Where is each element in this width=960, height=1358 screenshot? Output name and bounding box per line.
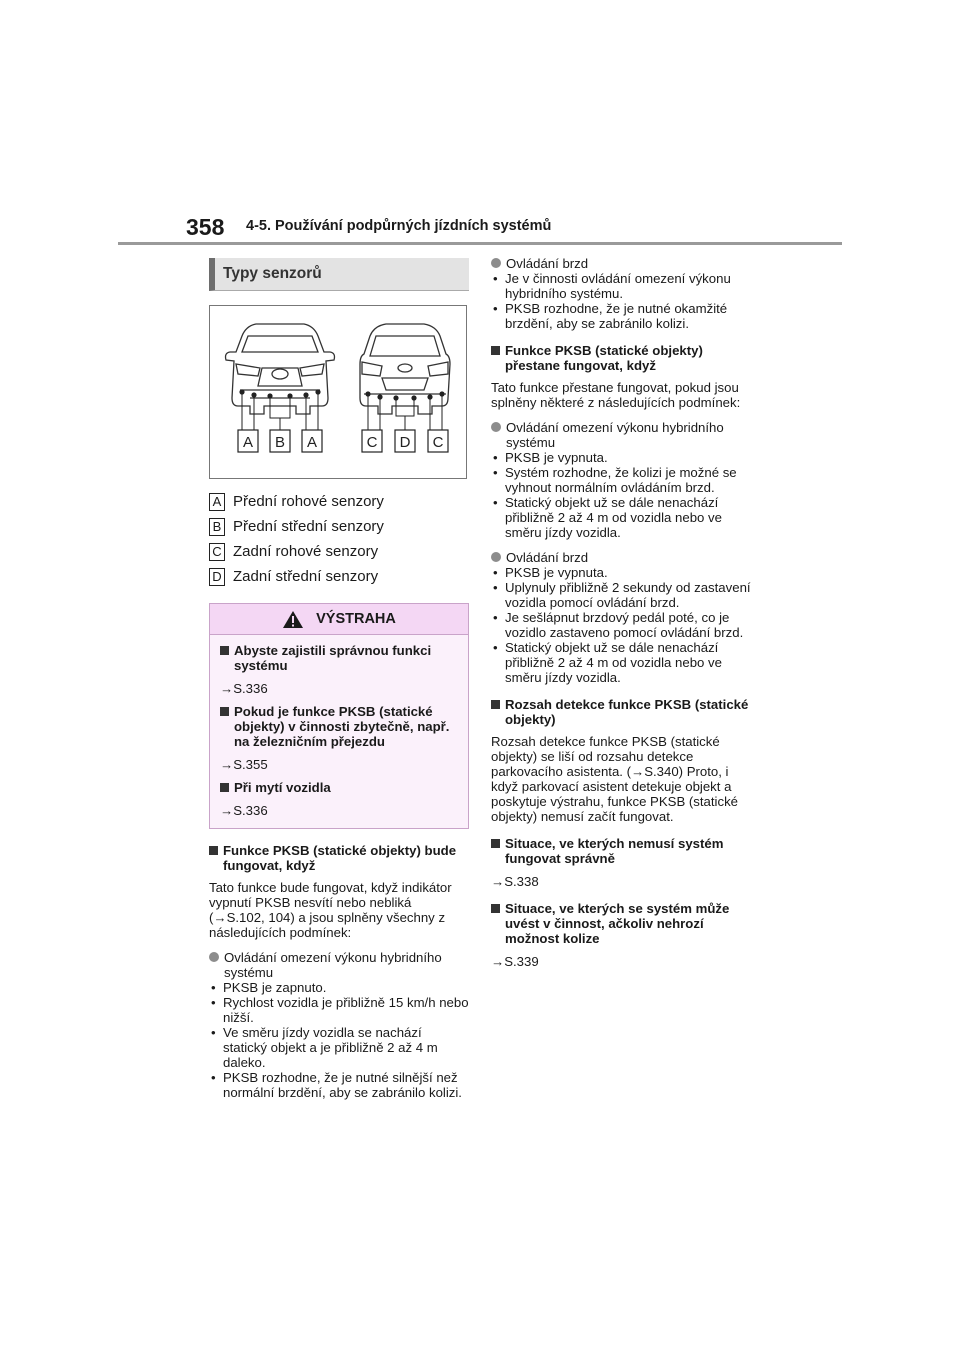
sensor-figure <box>209 305 467 479</box>
list-item: • Je v činnosti ovládání omezení výkonu hybridního systému. <box>491 271 759 301</box>
warning-item <box>210 643 468 696</box>
square-bullet-icon <box>491 904 500 913</box>
warning-item <box>210 780 468 818</box>
block-heading: Funkce PKSB (statické objekty) bude fungovat, když <box>209 843 469 873</box>
legend-text: Přední rohové senzory <box>233 493 384 510</box>
page-reference-link[interactable]: →S.336 <box>220 803 268 818</box>
list-item: • Je sešlápnut brzdový pedál poté, co je vozidlo zastaveno pomocí ovládání brzd. <box>491 610 759 640</box>
dot-heading: Ovládání brzd <box>491 256 759 271</box>
rear-car-drawing <box>360 324 450 414</box>
round-bullet-icon <box>491 258 501 268</box>
legend-text: Zadní rohové senzory <box>233 543 379 560</box>
figure-label-d: D <box>399 434 411 451</box>
sensor-legend <box>209 489 469 589</box>
warning-item-heading: Při mytí vozidla <box>220 780 458 795</box>
header-divider <box>118 242 842 245</box>
square-bullet-icon <box>491 700 500 709</box>
page-reference-link[interactable]: →S.338 <box>491 874 539 889</box>
figure-label-a2: A <box>306 434 318 451</box>
right-column <box>491 256 759 969</box>
list-item: • Uplynuly přibližně 2 sekundy od zastavení vozidla pomocí ovládání brzd. <box>491 580 759 610</box>
legend-badge: A <box>209 493 225 511</box>
square-bullet-icon <box>491 839 500 848</box>
figure-label-a1: A <box>242 434 254 451</box>
warning-box <box>209 603 469 829</box>
warning-header <box>210 604 468 635</box>
list-item: • PKSB je vypnuta. <box>491 565 759 580</box>
figure-label-c2: C <box>432 434 444 451</box>
bullet-list <box>209 980 469 1100</box>
page-reference-link[interactable]: →S.339 <box>491 954 539 969</box>
list-item: • Statický objekt už se dále nenachází přibližně 2 až 4 m od vozidla nebo ve směru jízdy vozidla. <box>491 640 759 685</box>
block-heading: Funkce PKSB (statické objekty) přestane fungovat, když <box>491 343 759 373</box>
list-item: • PKSB rozhodne, že je nutné okamžité brzdění, aby se zabránilo kolizi. <box>491 301 759 331</box>
bullet-list <box>491 271 759 331</box>
figure-label-b: B <box>274 434 286 451</box>
block-heading: Situace, ve kterých se systém může uvést v činnost, ačkoliv nehrozí možnost kolize <box>491 901 759 946</box>
block-paragraph: Tato funkce přestane fungovat, pokud jsou splněny některé z následujících podmínek: <box>491 380 741 410</box>
chapter-title: 4-5. Používání podpůrných jízdních systémů <box>246 218 552 234</box>
square-bullet-icon <box>220 783 229 792</box>
bullet-list <box>491 565 759 685</box>
legend-item <box>209 539 469 564</box>
legend-text: Zadní střední senzory <box>233 568 379 585</box>
page-reference-link[interactable]: →S.355 <box>220 757 268 772</box>
legend-badge: D <box>209 568 225 586</box>
block-paragraph: Tato funkce bude fungovat, když indikátor vypnutí PKSB nesvítí nebo nebliká (→S.102, 104) a jsou splněny všechny z následujících podmínek: <box>209 880 452 940</box>
legend-item <box>209 489 469 514</box>
list-item: • Statický objekt už se dále nenachází přibližně 2 až 4 m od vozidla nebo ve směru jízdy vozidla. <box>491 495 759 540</box>
warning-triangle-icon <box>282 610 304 629</box>
legend-item <box>209 564 469 589</box>
square-bullet-icon <box>220 707 229 716</box>
legend-text: Přední střední senzory <box>233 518 384 535</box>
dot-heading: Ovládání omezení výkonu hybridního systému <box>491 420 759 450</box>
list-item: • PKSB je vypnuta. <box>491 450 759 465</box>
list-item: • PKSB rozhodne, že je nutné silnější než normální brzdění, aby se zabránilo kolizi. <box>209 1070 469 1100</box>
bullet-list <box>491 450 759 540</box>
warning-item-heading: Pokud je funkce PKSB (statické objekty) v činnosti zbytečně, např. na železničním přejezdu <box>220 704 458 749</box>
page-reference-link[interactable]: →S.336 <box>220 681 268 696</box>
block-heading: Situace, ve kterých nemusí systém fungovat správně <box>491 836 759 866</box>
warning-title: VÝSTRAHA <box>316 611 396 627</box>
dot-heading: Ovládání brzd <box>491 550 759 565</box>
page-number: 358 <box>186 214 225 240</box>
list-item: • Rychlost vozidla je přibližně 15 km/h nebo nižší. <box>209 995 469 1025</box>
legend-badge: B <box>209 518 225 536</box>
square-bullet-icon <box>220 646 229 655</box>
round-bullet-icon <box>491 422 501 432</box>
block-heading: Rozsah detekce funkce PKSB (statické objekty) <box>491 697 759 727</box>
round-bullet-icon <box>209 952 219 962</box>
legend-badge: C <box>209 543 225 561</box>
warning-item <box>210 704 468 772</box>
block-paragraph: Rozsah detekce funkce PKSB (statické objekty) se liší od rozsahu detekce parkovacího asistenta. (→S.340) Proto, i když parkovací asistent detekuje objekt a poskytuje výstrahu, funkce PKSB (statické objekty) nemusí začít fungovat. <box>491 734 739 824</box>
warning-item-heading: Abyste zajistili správnou funkci systému <box>220 643 458 673</box>
figure-label-c1: C <box>366 434 378 451</box>
front-sensor-markers <box>239 389 320 398</box>
legend-item <box>209 514 469 539</box>
car-sensor-illustration <box>210 306 466 478</box>
left-column <box>209 258 469 1100</box>
square-bullet-icon <box>209 846 218 855</box>
list-item: • Ve směru jízdy vozidla se nachází statický objekt a je přibližně 2 až 4 m daleko. <box>209 1025 469 1070</box>
square-bullet-icon <box>491 346 500 355</box>
list-item: • Systém rozhodne, že kolizi je možné se vyhnout normálním ovládáním brzd. <box>491 465 759 495</box>
dot-heading: Ovládání omezení výkonu hybridního systému <box>209 950 469 980</box>
list-item: • PKSB je zapnuto. <box>209 980 469 995</box>
round-bullet-icon <box>491 552 501 562</box>
rear-sensor-markers <box>365 391 444 400</box>
section-title: Typy senzorů <box>209 258 469 291</box>
